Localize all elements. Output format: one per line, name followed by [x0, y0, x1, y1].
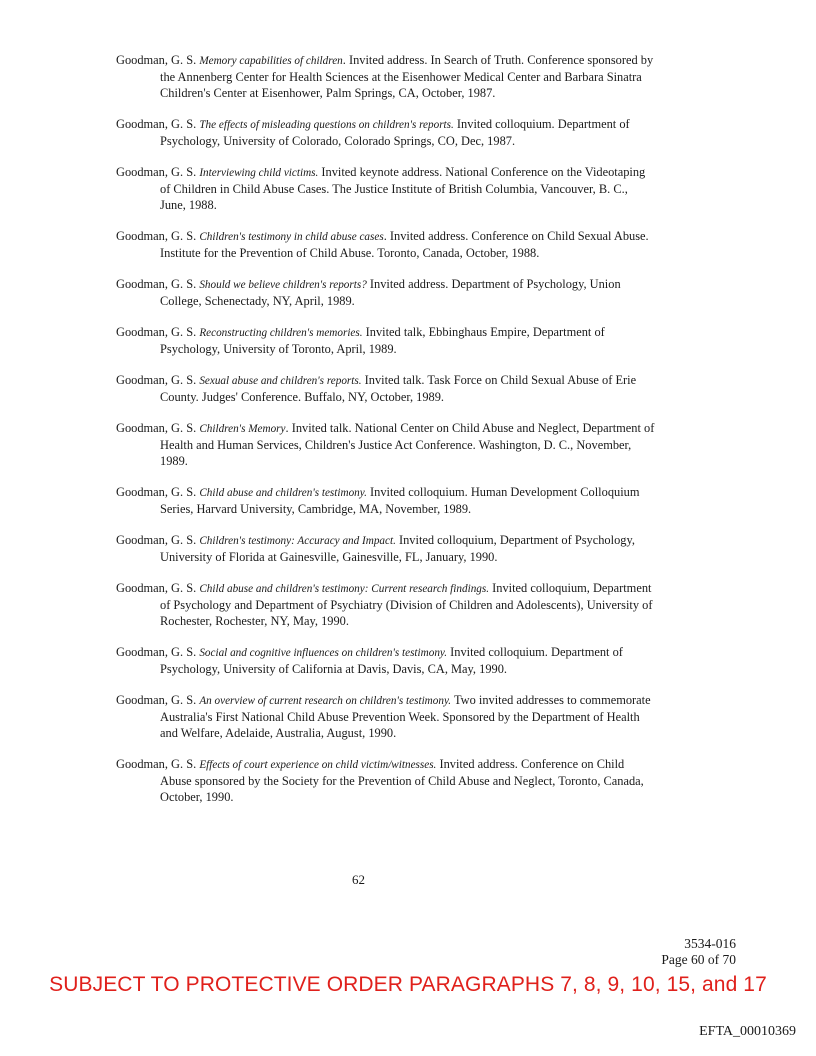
citation-details: Invited colloquium. Human Development Colloquium Series, Harvard University, Cambridge, MA, November, 1989.	[160, 485, 640, 516]
citation-details: Invited talk. Task Force on Child Sexual Abuse of Erie County. Judges' Conference. Buffalo, NY, October, 1989.	[160, 373, 637, 404]
citation-list	[116, 52, 656, 820]
citation-title: Children's Memory	[199, 423, 286, 435]
citation-entry	[116, 532, 656, 565]
citation-title: Memory capabilities of children	[199, 55, 343, 67]
citation-title: Interviewing child victims.	[199, 167, 319, 179]
citation-details: . Invited address. Conference on Child Sexual Abuse. Institute for the Prevention of Child Abuse. Toronto, Canada, October, 1988.	[160, 229, 649, 260]
citation-details: . Invited talk. National Center on Child Abuse and Neglect, Department of Health and Human Services, Children's Justice Act Conference. Washington, D. C., November, 1989.	[160, 421, 655, 468]
citation-details: Invited address. Conference on Child Abuse sponsored by the Society for the Prevention of Child Abuse and Neglect, Toronto, Canada, October, 1990.	[160, 757, 644, 804]
citation-author: Goodman, G. S.	[116, 485, 197, 499]
citation-entry	[116, 580, 656, 629]
citation-details: . Invited address. In Search of Truth. Conference sponsored by the Annenberg Center for Health Sciences at the Eisenhower Medical Center and Barbara Sinatra Children's Center at Eisenhower, Palm Springs, CA, October, 1987.	[160, 53, 654, 100]
citation-title: Effects of court experience on child victim/witnesses.	[199, 759, 437, 771]
citation-entry	[116, 756, 656, 805]
citation-entry	[116, 276, 656, 309]
citation-title: Children's testimony in child abuse cases	[199, 231, 384, 243]
efta-document-id: EFTA_00010369	[699, 1024, 796, 1039]
citation-author: Goodman, G. S.	[116, 373, 197, 387]
citation-details: Two invited addresses to commemorate Australia's First National Child Abuse Prevention Week. Sponsored by the Department of Health and Welfare, Adelaide, Australia, August, 1990.	[160, 693, 651, 740]
citation-author: Goodman, G. S.	[116, 117, 197, 131]
citation-entry	[116, 692, 656, 741]
citation-author: Goodman, G. S.	[116, 325, 197, 339]
protective-order-notice: SUBJECT TO PROTECTIVE ORDER PARAGRAPHS 7, 8, 9, 10, 15, and 17	[49, 973, 767, 996]
citation-title: Should we believe children's reports?	[199, 279, 367, 291]
citation-author: Goodman, G. S.	[116, 581, 197, 595]
citation-details: Invited colloquium. Department of Psychology, University of California at Davis, Davis, CA, May, 1990.	[160, 645, 623, 676]
citation-author: Goodman, G. S.	[116, 229, 197, 243]
citation-title: The effects of misleading questions on children's reports.	[199, 119, 454, 131]
citation-details: Invited talk, Ebbinghaus Empire, Department of Psychology, University of Toronto, April, 1989.	[160, 325, 605, 356]
citation-title: Reconstructing children's memories.	[199, 327, 363, 339]
citation-entry	[116, 420, 656, 469]
bates-block	[661, 936, 736, 968]
citation-details: Invited colloquium, Department of Psychology and Department of Psychiatry (Division of Children and Adolescents), University of Rochester, Rochester, NY, May, 1990.	[160, 581, 653, 628]
citation-entry	[116, 116, 656, 149]
bates-code: 3534-016	[684, 936, 736, 951]
citation-details: Invited address. Department of Psychology, Union College, Schenectady, NY, April, 1989.	[160, 277, 621, 308]
citation-title: Sexual abuse and children's reports.	[199, 375, 362, 387]
citation-entry	[116, 52, 656, 101]
citation-title: An overview of current research on children's testimony.	[199, 695, 452, 707]
citation-author: Goodman, G. S.	[116, 693, 197, 707]
citation-details: Invited colloquium. Department of Psychology, University of Colorado, Colorado Springs, CO, Dec, 1987.	[160, 117, 630, 148]
citation-author: Goodman, G. S.	[116, 277, 197, 291]
citation-author: Goodman, G. S.	[116, 53, 197, 67]
citation-title: Child abuse and children's testimony: Current research findings.	[199, 583, 490, 595]
citation-author: Goodman, G. S.	[116, 421, 197, 435]
page-number: 62	[352, 872, 365, 887]
citation-title: Children's testimony: Accuracy and Impact.	[199, 535, 396, 547]
citation-entry	[116, 372, 656, 405]
citation-entry	[116, 164, 656, 213]
citation-entry	[116, 228, 656, 261]
citation-entry	[116, 484, 656, 517]
citation-title: Child abuse and children's testimony.	[199, 487, 367, 499]
citation-author: Goodman, G. S.	[116, 165, 197, 179]
citation-author: Goodman, G. S.	[116, 757, 197, 771]
citation-title: Social and cognitive influences on children's testimony.	[199, 647, 448, 659]
citation-entry	[116, 644, 656, 677]
citation-details: Invited keynote address. National Conference on the Videotaping of Children in Child Abuse Cases. The Justice Institute of British Columbia, Vancouver, B. C., June, 1988.	[160, 165, 646, 212]
citation-author: Goodman, G. S.	[116, 645, 197, 659]
page-of-label: Page 60 of 70	[661, 952, 736, 967]
citation-author: Goodman, G. S.	[116, 533, 197, 547]
citation-entry	[116, 324, 656, 357]
citation-details: Invited colloquium, Department of Psychology, University of Florida at Gainesville, Gainesville, FL, January, 1990.	[160, 533, 635, 564]
